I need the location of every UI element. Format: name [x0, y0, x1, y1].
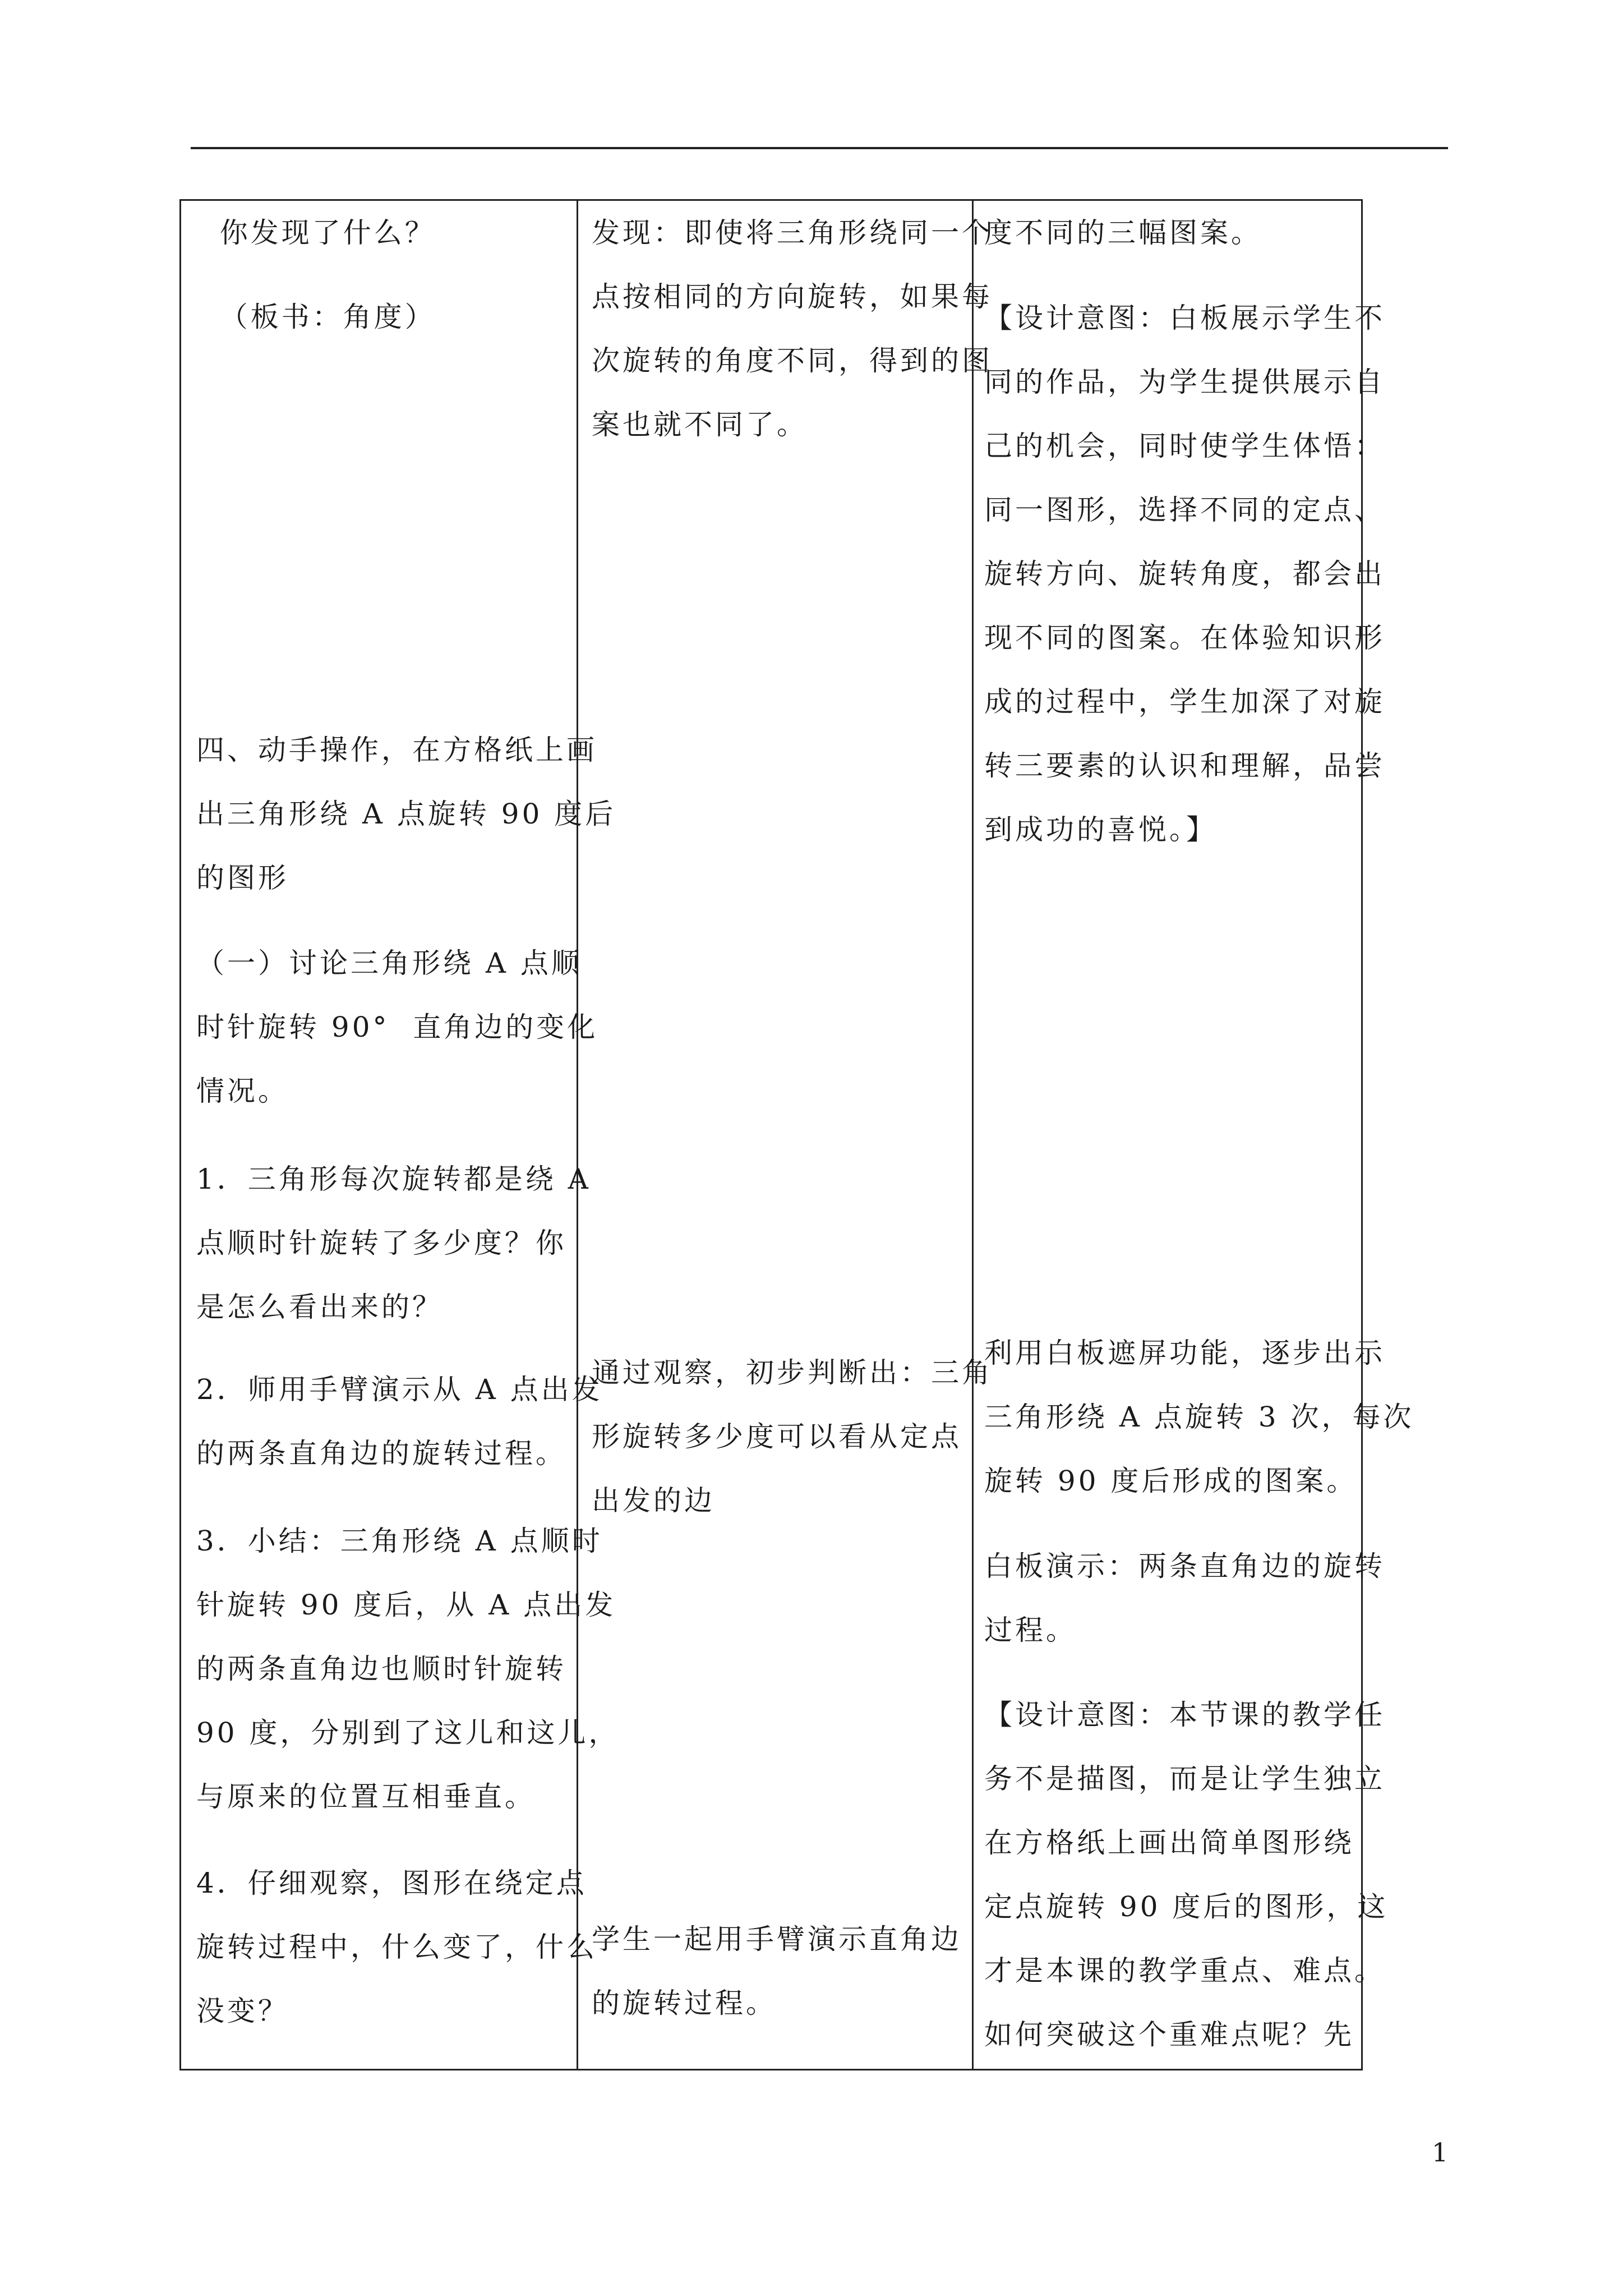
text-line: 形旋转多少度可以看从定点 — [592, 1420, 962, 1453]
text-line: 3．小结：三角形绕 A 点顺时 — [196, 1525, 603, 1557]
text-line: 旋转方向、旋转角度，都会出 — [984, 558, 1385, 590]
col2-paragraph-3 — [592, 1907, 962, 2035]
col1-paragraph-5 — [196, 1147, 591, 1339]
text-line: 的旋转过程。 — [592, 1987, 777, 2019]
text-line: 现不同的图案。在体验知识形 — [984, 622, 1385, 654]
text-line: 出发的边 — [592, 1484, 715, 1517]
text-line: 学生一起用手臂演示直角边 — [592, 1923, 962, 1955]
col1-paragraph-3 — [196, 718, 616, 910]
text-line: 成的过程中，学生加深了对旋 — [984, 685, 1385, 718]
page-number: 1 — [1432, 2137, 1449, 2168]
col2-paragraph-1 — [592, 201, 993, 457]
col1-paragraph-4 — [196, 931, 598, 1123]
text-line: 如何突破这个重难点呢？先 — [984, 2018, 1354, 2051]
text-line: 同一图形，选择不同的定点、 — [984, 494, 1385, 526]
text-line: 白板演示：两条直角边的旋转 — [984, 1550, 1385, 1582]
col1-paragraph-2: （板书：角度） — [196, 301, 436, 333]
text-line: 旋转过程中，什么变了，什么 — [196, 1931, 597, 1963]
col3-paragraph-1 — [984, 201, 1354, 265]
text-line: 点按相同的方向旋转，如果每 — [592, 280, 993, 313]
col3-paragraph-5 — [984, 1683, 1389, 2067]
col1-paragraph-1: 你发现了什么？ — [196, 217, 436, 249]
text-line: 的图形 — [196, 862, 289, 894]
text-line: 与原来的位置互相垂直。 — [196, 1780, 536, 1813]
text-line: 到成功的喜悦。】 — [984, 813, 1217, 846]
text-line: 三角形绕 A 点旋转 3 次，每次 — [984, 1401, 1414, 1433]
col2-paragraph-2 — [592, 1341, 993, 1533]
text-line: 通过观察，初步判断出：三角 — [592, 1356, 993, 1389]
text-line: 次旋转的角度不同，得到的图 — [592, 344, 993, 377]
text-line: （一）讨论三角形绕 A 点顺 — [196, 947, 582, 979]
text-line: 利用白板遮屏功能，逐步出示 — [984, 1337, 1385, 1369]
col1-paragraph-8 — [196, 1851, 597, 2043]
text-line: 1．三角形每次旋转都是绕 A — [196, 1163, 591, 1195]
text-line: 四、动手操作，在方格纸上画 — [196, 734, 597, 766]
col1-paragraph-7 — [196, 1509, 620, 1829]
col3-paragraph-3 — [984, 1321, 1414, 1513]
text-line: 务不是描图，而是让学生独立 — [984, 1763, 1385, 1795]
text-line: 是怎么看出来的？ — [196, 1291, 443, 1323]
text-line: 2．师用手臂演示从 A 点出发 — [196, 1373, 603, 1406]
col3-paragraph-4 — [984, 1534, 1385, 1662]
text-line: 90 度，分别到了这儿和这儿， — [196, 1717, 620, 1749]
text-line: 发现：即使将三角形绕同一个 — [592, 217, 993, 249]
text-line: 同的作品，为学生提供展示自 — [984, 366, 1385, 398]
text-line: 出三角形绕 A 点旋转 90 度后 — [196, 798, 616, 830]
text-line: 转三要素的认识和理解，品尝 — [984, 749, 1385, 782]
text-line: 定点旋转 90 度后的图形，这 — [984, 1890, 1389, 1923]
text-line: 4．仔细观察，图形在绕定点 — [196, 1867, 587, 1899]
col3-paragraph-2 — [984, 286, 1385, 862]
text-line: 度不同的三幅图案。 — [984, 217, 1262, 249]
text-line: 的两条直角边的旋转过程。 — [196, 1437, 566, 1470]
text-line: 情况。 — [196, 1075, 289, 1107]
text-line: 过程。 — [984, 1614, 1077, 1646]
text-line: 点顺时针旋转了多少度？你 — [196, 1227, 566, 1259]
col1-paragraph-6 — [196, 1358, 603, 1485]
text-line: 时针旋转 90° 直角边的变化 — [196, 1011, 598, 1043]
text-line: 在方格纸上画出简单图形绕 — [984, 1826, 1354, 1859]
header-rule — [191, 147, 1448, 149]
column-divider — [577, 201, 578, 2069]
text-line: 己的机会，同时使学生体悟： — [984, 430, 1385, 462]
text-line: 【设计意图：白板展示学生不 — [984, 302, 1385, 334]
text-line: 针旋转 90 度后，从 A 点出发 — [196, 1589, 616, 1621]
text-line: 才是本课的教学重点、难点。 — [984, 1954, 1385, 1987]
text-line: 的两条直角边也顺时针旋转 — [196, 1653, 566, 1685]
text-line: 没变？ — [196, 1995, 289, 2027]
text-line: 旋转 90 度后形成的图案。 — [984, 1465, 1358, 1497]
column-divider — [972, 201, 974, 2069]
text-line: 【设计意图：本节课的教学任 — [984, 1699, 1385, 1731]
text-line: 案也就不同了。 — [592, 408, 808, 441]
